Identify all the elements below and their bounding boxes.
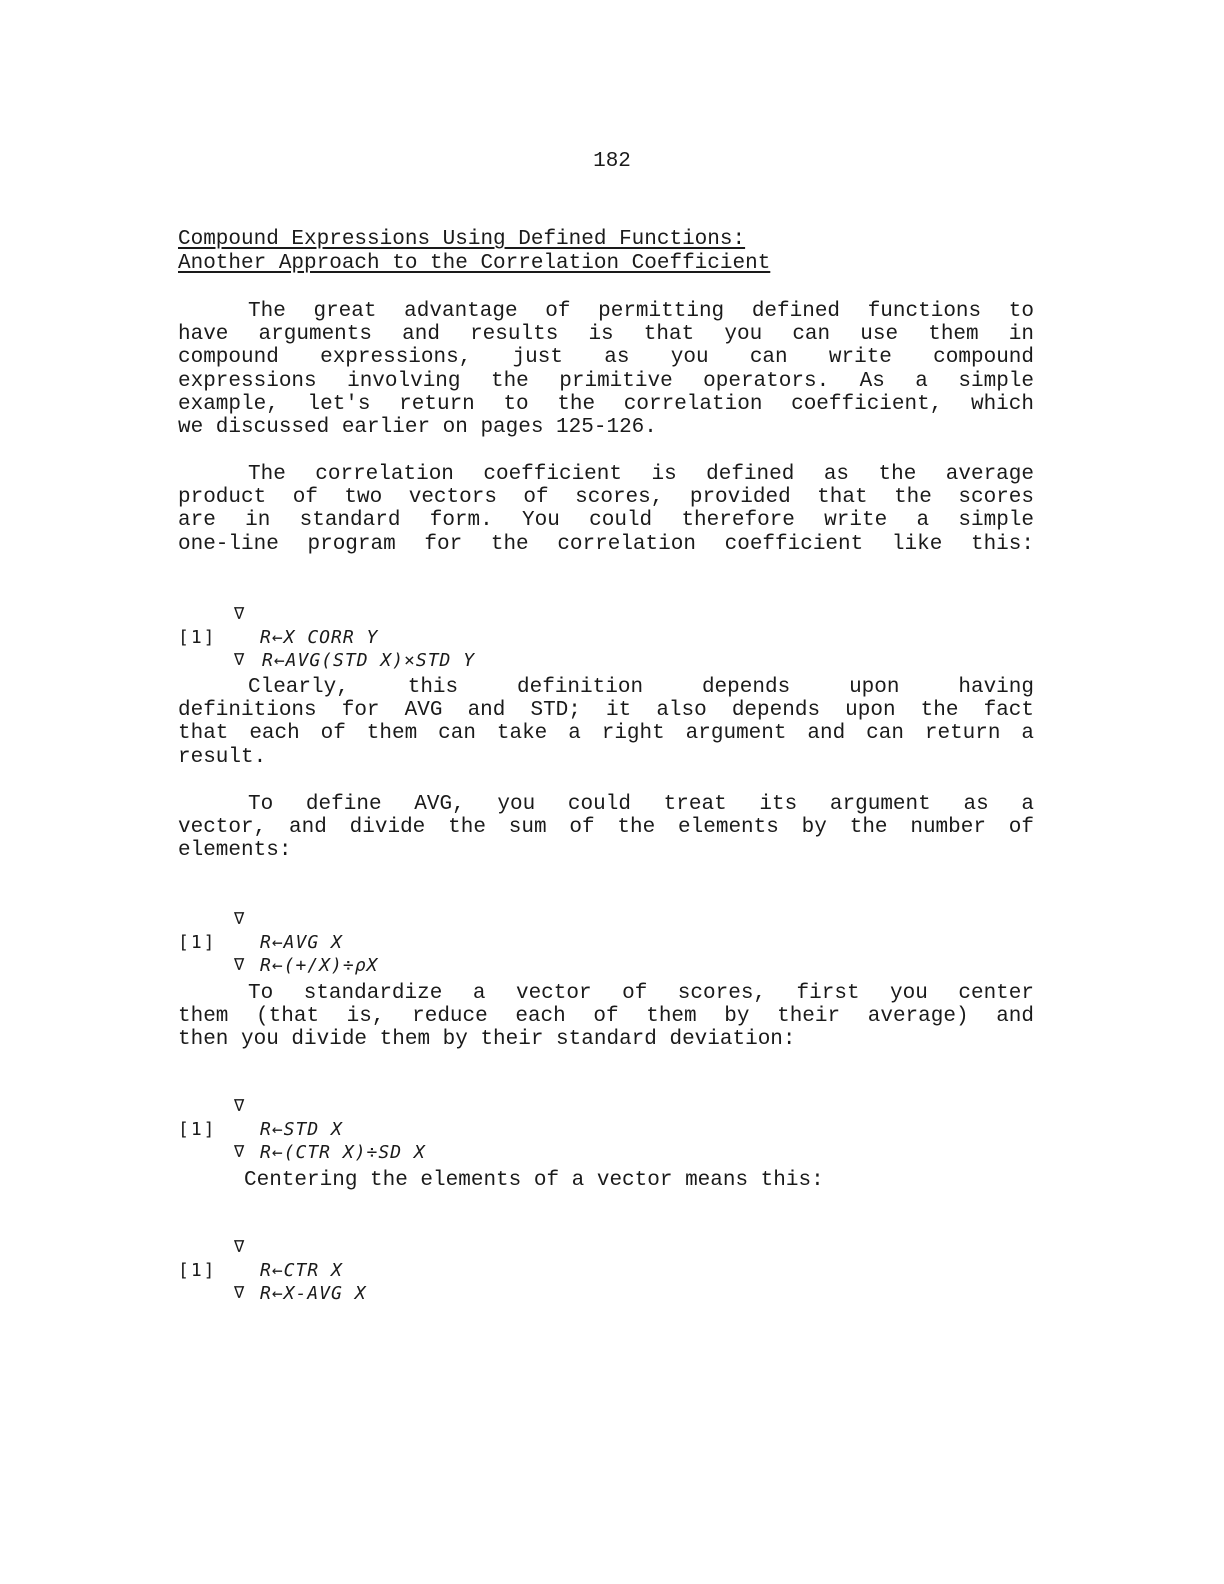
code-line: R←X-AVG X — [260, 1283, 367, 1304]
del-icon: ∇ — [234, 1142, 245, 1162]
paragraph-line: result. — [178, 745, 267, 769]
code-line: R←(+/X)÷ρX — [260, 955, 379, 976]
paragraph-line: we discussed earlier on pages 125-126. — [178, 416, 657, 440]
del-icon: ∇ — [234, 1283, 245, 1303]
paragraph-line: product of two vectors of scores, provided that the scores — [178, 486, 1034, 510]
paragraph-1 — [178, 300, 1034, 439]
code-header-row — [178, 1072, 343, 1140]
paragraph-line: To define AVG, you could treat its argument as a — [248, 793, 1034, 816]
paragraph-line: compound expressions, just as you can write compound — [178, 346, 1034, 370]
code-close-row — [178, 931, 245, 975]
code-block-std — [178, 1072, 426, 1163]
code-header-row — [178, 580, 379, 648]
code-close-row — [178, 626, 245, 670]
heading-line-2: Another Approach to the Correlation Coefficient — [178, 252, 771, 275]
code-header: R←AVG X — [260, 932, 343, 953]
del-icon: ∇ — [234, 650, 245, 670]
paragraph-line: To standardize a vector of scores, first you center — [248, 982, 1034, 1005]
code-line-number: [1] — [178, 1260, 217, 1281]
paragraph-line: Centering the elements of a vector means this: — [244, 1169, 824, 1192]
paragraph-line: then you divide them by their standard deviation: — [178, 1028, 796, 1052]
paragraph-line: The correlation coefficient is defined as the average — [248, 463, 1034, 486]
del-icon: ∇ — [234, 1237, 245, 1257]
paragraph-line: definitions for AVG and STD; it also depends upon the fact — [178, 699, 1034, 723]
paragraph-6 — [178, 1169, 1034, 1192]
paragraph-line: them (that is, reduce each of them by their average) and — [178, 1005, 1034, 1029]
code-block-corr — [178, 580, 476, 671]
paragraph-line: vector, and divide the sum of the elements by the number of — [178, 816, 1034, 840]
del-icon: ∇ — [234, 955, 245, 975]
paragraph-line: that each of them can take a right argument and can return a — [178, 722, 1034, 746]
paragraph-line: expressions involving the primitive operators. As a simple — [178, 369, 1034, 393]
del-icon: ∇ — [234, 1096, 245, 1116]
code-block-ctr — [178, 1213, 367, 1304]
heading-line-1: Compound Expressions Using Defined Functions: — [178, 228, 746, 251]
paragraph-2 — [178, 463, 1034, 556]
page-number: 182 — [593, 150, 631, 173]
del-icon: ∇ — [234, 604, 245, 624]
paragraph-line: example, let's return to the correlation coefficient, which — [178, 392, 1034, 416]
code-header: R←CTR X — [260, 1260, 343, 1281]
code-line: R←(CTR X)÷SD X — [260, 1142, 426, 1163]
code-line: R←AVG(STD X)×STD Y — [262, 650, 476, 671]
paragraph-4 — [178, 793, 1034, 863]
paragraph-line: Clearly, this definition depends upon having — [248, 676, 1034, 699]
code-header-row — [178, 885, 343, 953]
paragraph-5 — [178, 982, 1034, 1052]
code-header: R←STD X — [260, 1119, 343, 1140]
code-block-avg — [178, 885, 379, 976]
paragraph-line: elements: — [178, 839, 292, 863]
del-icon: ∇ — [234, 909, 245, 929]
section-heading — [178, 228, 770, 276]
paragraph-line: have arguments and results is that you can use them in — [178, 323, 1034, 347]
code-line-number: [1] — [178, 1119, 217, 1140]
code-header: R←X CORR Y — [260, 627, 379, 648]
paragraph-3 — [178, 676, 1034, 769]
code-line-number: [1] — [178, 932, 217, 953]
code-close-row — [178, 1118, 245, 1162]
code-close-row — [178, 1259, 245, 1303]
paragraph-line: The great advantage of permitting defined functions to — [248, 300, 1034, 323]
paragraph-line: one-line program for the correlation coefficient like this: — [178, 532, 1034, 556]
code-line-number: [1] — [178, 627, 217, 648]
paragraph-line: are in standard form. You could therefore write a simple — [178, 509, 1034, 533]
code-header-row — [178, 1213, 343, 1281]
